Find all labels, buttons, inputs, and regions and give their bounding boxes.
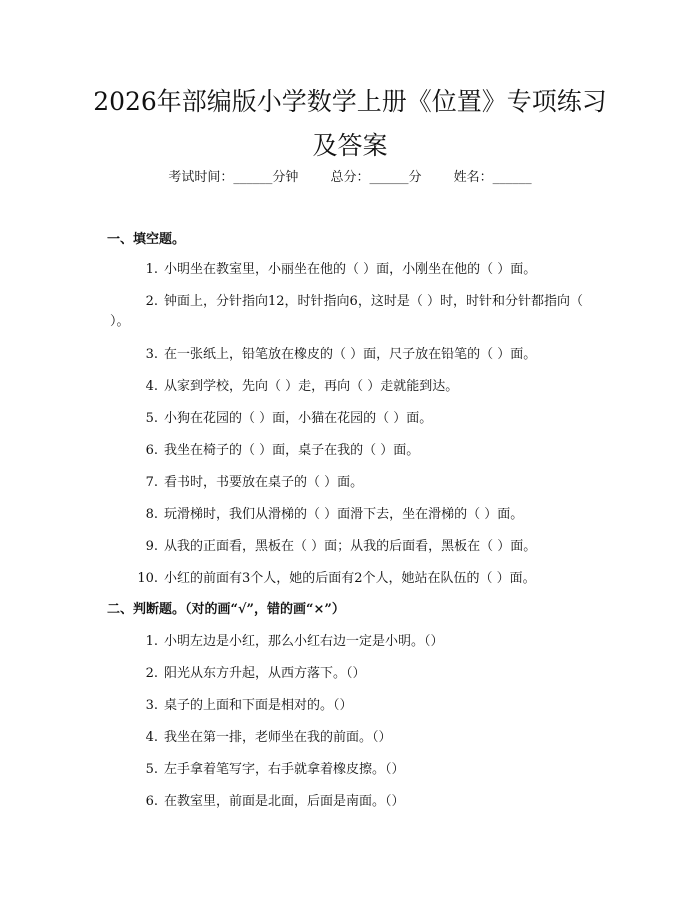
question-number: 9. — [145, 539, 158, 554]
question-item — [110, 632, 600, 652]
question-item — [110, 345, 600, 365]
question-text: 小红的前面有3个人，她的后面有2个人，她站在队伍的（ ）面。 — [164, 571, 536, 586]
question-text: 小明左边是小红，那么小红右边一定是小明。（） — [164, 634, 444, 649]
question-number: 2. — [145, 666, 158, 681]
question-text: 阳光从东方升起，从西方落下。（） — [164, 666, 366, 681]
question-number: 1. — [145, 634, 158, 649]
question-text: 从我的正面看，黑板在（ ）面；从我的后面看，黑板在（ ）面。 — [164, 539, 537, 554]
question-text: 看书时，书要放在桌子的（ ）面。 — [164, 475, 364, 490]
question-item — [110, 292, 590, 332]
question-number: 1. — [145, 262, 158, 277]
question-number: 6. — [145, 794, 158, 809]
question-item — [110, 696, 600, 716]
question-number: 8. — [145, 507, 158, 522]
question-text: 小明坐在教室里，小丽坐在他的（ ）面，小刚坐在他的（ ）面。 — [164, 262, 537, 277]
question-number: 3. — [145, 347, 158, 362]
question-text: 小狗在花园的（ ）面，小猫在花园的（ ）面。 — [164, 411, 433, 426]
question-item — [110, 760, 600, 780]
question-item — [110, 664, 600, 684]
question-text: 钟面上，分针指向12，时针指向6，这时是（ ）时，时针和分针都指向（ ）。 — [110, 294, 583, 329]
question-item — [110, 409, 600, 429]
page-title: 2026年部编版小学数学上册《位置》专项练习及答案 — [93, 87, 607, 160]
question-text: 从家到学校，先向（ ）走，再向（ ）走就能到达。 — [164, 379, 459, 394]
question-item — [110, 537, 600, 557]
question-item — [110, 728, 600, 748]
question-number: 5. — [145, 411, 158, 426]
question-number: 10. — [137, 571, 158, 586]
question-item — [110, 377, 600, 397]
total-score-field: 总分：______分 — [330, 170, 422, 185]
question-number: 2. — [145, 294, 158, 309]
question-item — [110, 792, 600, 812]
question-number: 3. — [145, 698, 158, 713]
question-item — [110, 569, 600, 589]
question-number: 4. — [145, 730, 158, 745]
question-text: 在一张纸上，铅笔放在橡皮的（ ）面，尺子放在铅笔的（ ）面。 — [164, 347, 537, 362]
question-number: 6. — [145, 443, 158, 458]
question-item — [110, 260, 600, 280]
section-heading-true-false: 二、判断题。（对的画“√”，错的画“×”） — [107, 602, 345, 617]
exam-info — [0, 168, 700, 188]
question-text: 我坐在椅子的（ ）面，桌子在我的（ ）面。 — [164, 443, 420, 458]
question-number: 5. — [145, 762, 158, 777]
question-number: 7. — [145, 475, 158, 490]
section-heading-fill-blank: 一、填空题。 — [107, 232, 186, 247]
question-text: 桌子的上面和下面是相对的。（） — [164, 698, 353, 713]
question-text: 在教室里，前面是北面，后面是南面。（） — [164, 794, 405, 809]
exam-time-field: 考试时间：______分钟 — [168, 170, 299, 185]
question-item — [110, 473, 600, 493]
student-name-field: 姓名：______ — [453, 170, 532, 185]
question-number: 4. — [145, 379, 158, 394]
question-item — [110, 441, 600, 461]
question-text: 左手拿着笔写字，右手就拿着橡皮擦。（） — [164, 762, 405, 777]
question-text: 我坐在第一排，老师坐在我的前面。（） — [164, 730, 392, 745]
question-item — [110, 505, 600, 525]
question-text: 玩滑梯时，我们从滑梯的（ ）面滑下去，坐在滑梯的（ ）面。 — [164, 507, 524, 522]
